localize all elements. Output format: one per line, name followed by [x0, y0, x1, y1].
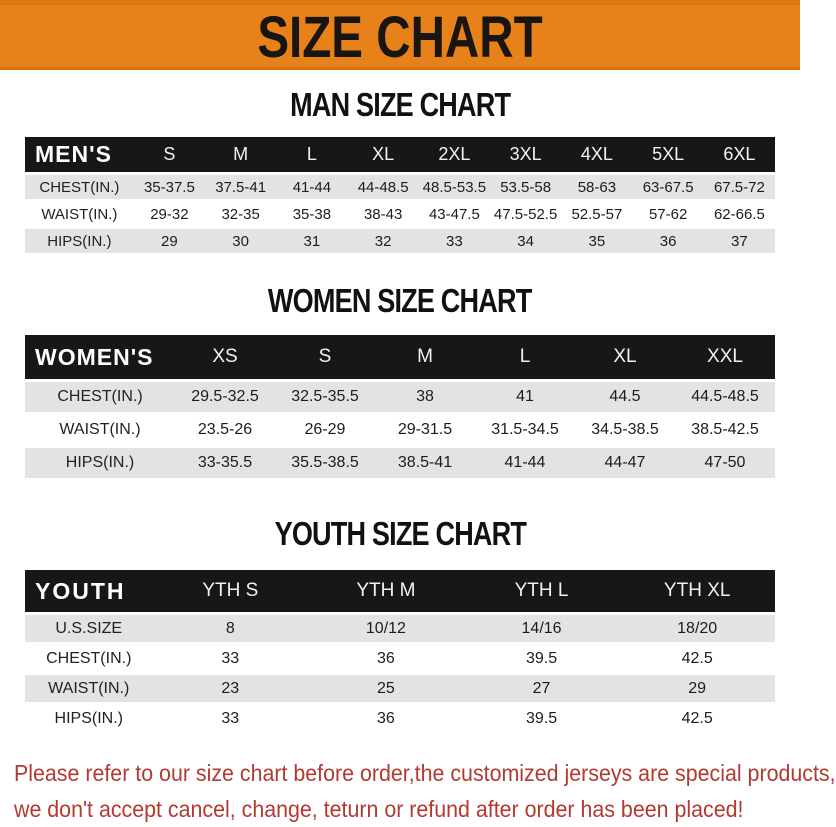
size-value-cell: 36 [659, 232, 677, 250]
size-value-cell: 32.5-35.5 [291, 388, 359, 405]
size-value-cell: 18/20 [677, 619, 718, 637]
size-value-cell: 30 [232, 232, 249, 250]
row-label: HIPS(IN.) [54, 709, 123, 727]
size-value-cell: 41-44 [504, 454, 546, 471]
size-column-header: 4XL [580, 144, 613, 164]
size-value-cell: 38-43 [363, 205, 403, 223]
size-value-cell: 47-50 [704, 454, 746, 471]
size-value-cell: 36 [377, 709, 395, 727]
row-label: CHEST(IN.) [46, 649, 132, 667]
size-column-header: YTH L [514, 580, 569, 601]
row-label: HIPS(IN.) [47, 232, 112, 250]
size-value-cell: 44.5-48.5 [691, 388, 759, 405]
women-table-header-row [25, 335, 775, 379]
size-value-cell: 33 [221, 709, 240, 727]
table-row [25, 675, 775, 702]
men-section-heading: MAN SIZE CHART [289, 86, 511, 123]
table-header-label: WOMEN'S [35, 343, 154, 370]
size-column-header: XXL [707, 346, 743, 367]
size-value-cell: 29.5-32.5 [191, 388, 259, 405]
size-value-cell: 32-35 [221, 205, 260, 223]
row-label: CHEST(IN.) [39, 178, 120, 196]
size-value-cell: 38.5-42.5 [691, 421, 759, 438]
size-column-header: XL [613, 346, 637, 367]
size-value-cell: 36 [377, 649, 395, 667]
size-value-cell: 39.5 [525, 649, 558, 667]
size-value-cell: 31.5-34.5 [491, 421, 559, 438]
size-value-cell: 52.5-57 [571, 205, 623, 223]
size-value-cell: 38 [416, 388, 434, 405]
youth-size-table [25, 567, 775, 735]
size-value-cell: 33 [446, 232, 463, 250]
youth-section-heading: YOUTH SIZE CHART [274, 515, 526, 552]
women-size-table [25, 332, 775, 481]
size-value-cell: 39.5 [525, 709, 558, 727]
size-value-cell: 63-67.5 [642, 178, 694, 196]
banner-title: SIZE CHART [257, 4, 543, 70]
youth-size-section [0, 515, 800, 735]
size-value-cell: 35-38 [292, 205, 332, 223]
size-column-header: 6XL [723, 144, 756, 164]
row-label: WAIST(IN.) [48, 679, 130, 697]
size-value-cell: 14/16 [521, 619, 562, 637]
size-value-cell: 62-66.5 [713, 205, 765, 223]
order-disclaimer [14, 755, 836, 827]
size-column-header: 5XL [652, 144, 685, 164]
size-value-cell: 8 [225, 619, 235, 637]
size-value-cell: 41 [516, 388, 534, 405]
row-label: HIPS(IN.) [65, 454, 135, 471]
size-column-header: S [163, 144, 176, 164]
size-value-cell: 33-35.5 [197, 454, 253, 471]
table-row [25, 382, 775, 412]
table-header-label: YOUTH [35, 577, 126, 604]
size-value-cell: 29-32 [150, 205, 189, 223]
size-value-cell: 35 [588, 232, 606, 250]
size-column-header: XS [212, 346, 238, 367]
women-section-heading: WOMEN SIZE CHART [268, 282, 532, 319]
size-value-cell: 38.5-41 [397, 454, 453, 471]
table-row [25, 645, 775, 672]
size-value-cell: 33 [221, 649, 240, 667]
size-value-cell: 32 [374, 232, 392, 250]
men-size-section [0, 86, 800, 256]
size-value-cell: 44.5 [609, 388, 641, 405]
size-value-cell: 35-37.5 [143, 178, 195, 196]
size-value-cell: 25 [377, 679, 395, 697]
table-row [25, 448, 775, 478]
table-row [25, 202, 775, 226]
size-value-cell: 43-47.5 [428, 205, 480, 223]
table-row [25, 705, 775, 732]
size-value-cell: 27 [532, 679, 551, 697]
row-label: U.S.SIZE [55, 619, 123, 637]
size-value-cell: 58-63 [577, 178, 617, 196]
size-column-header: M [233, 144, 249, 164]
size-value-cell: 67.5-72 [713, 178, 765, 196]
size-value-cell: 23.5-26 [197, 421, 253, 438]
size-chart-content [0, 86, 836, 827]
men-table-header-row [25, 137, 775, 172]
youth-table-header-row [25, 570, 775, 612]
size-column-header: YTH M [356, 580, 416, 601]
size-value-cell: 42.5 [681, 649, 713, 667]
size-value-cell: 37.5-41 [215, 178, 267, 196]
size-column-header: YTH XL [663, 580, 731, 601]
size-column-header: YTH S [202, 580, 259, 601]
size-column-header: L [519, 346, 531, 367]
size-value-cell: 53.5-58 [500, 178, 552, 196]
table-header-label: MEN'S [35, 141, 112, 167]
table-row [25, 229, 775, 253]
row-label: CHEST(IN.) [57, 388, 143, 405]
size-value-cell: 34.5-38.5 [591, 421, 659, 438]
size-value-cell: 26-29 [304, 421, 346, 438]
women-size-section [0, 282, 800, 481]
row-label: WAIST(IN.) [59, 421, 141, 438]
size-column-header: XL [372, 144, 395, 164]
size-value-cell: 42.5 [681, 709, 713, 727]
size-value-cell: 31 [303, 232, 321, 250]
men-size-table [25, 134, 775, 256]
size-column-header: L [306, 144, 317, 164]
size-value-cell: 48.5-53.5 [422, 178, 487, 196]
size-value-cell: 29 [688, 679, 707, 697]
disclaimer-line-2: we don't accept cancel, change, teturn or refund after order has been placed! [14, 796, 744, 822]
size-column-header: M [417, 346, 433, 367]
size-value-cell: 57-62 [648, 205, 688, 223]
size-value-cell: 41-44 [292, 178, 332, 196]
table-row [25, 615, 775, 642]
size-chart-banner [0, 0, 800, 70]
table-row [25, 175, 775, 199]
disclaimer-line-1: Please refer to our size chart before order,the customized jerseys are special products, [14, 760, 836, 786]
size-value-cell: 29 [161, 232, 178, 250]
size-value-cell: 37 [731, 232, 748, 250]
size-column-header: 2XL [438, 144, 471, 164]
size-value-cell: 10/12 [365, 619, 406, 637]
size-column-header: 3XL [509, 144, 542, 164]
size-value-cell: 44-47 [604, 454, 646, 471]
size-value-cell: 47.5-52.5 [493, 205, 558, 223]
size-value-cell: 29-31.5 [397, 421, 453, 438]
size-value-cell: 23 [221, 679, 240, 697]
size-column-header: S [318, 346, 332, 367]
size-value-cell: 35.5-38.5 [291, 454, 359, 471]
table-row [25, 415, 775, 445]
row-label: WAIST(IN.) [41, 205, 118, 223]
size-value-cell: 34 [517, 232, 534, 250]
size-value-cell: 44-48.5 [357, 178, 409, 196]
